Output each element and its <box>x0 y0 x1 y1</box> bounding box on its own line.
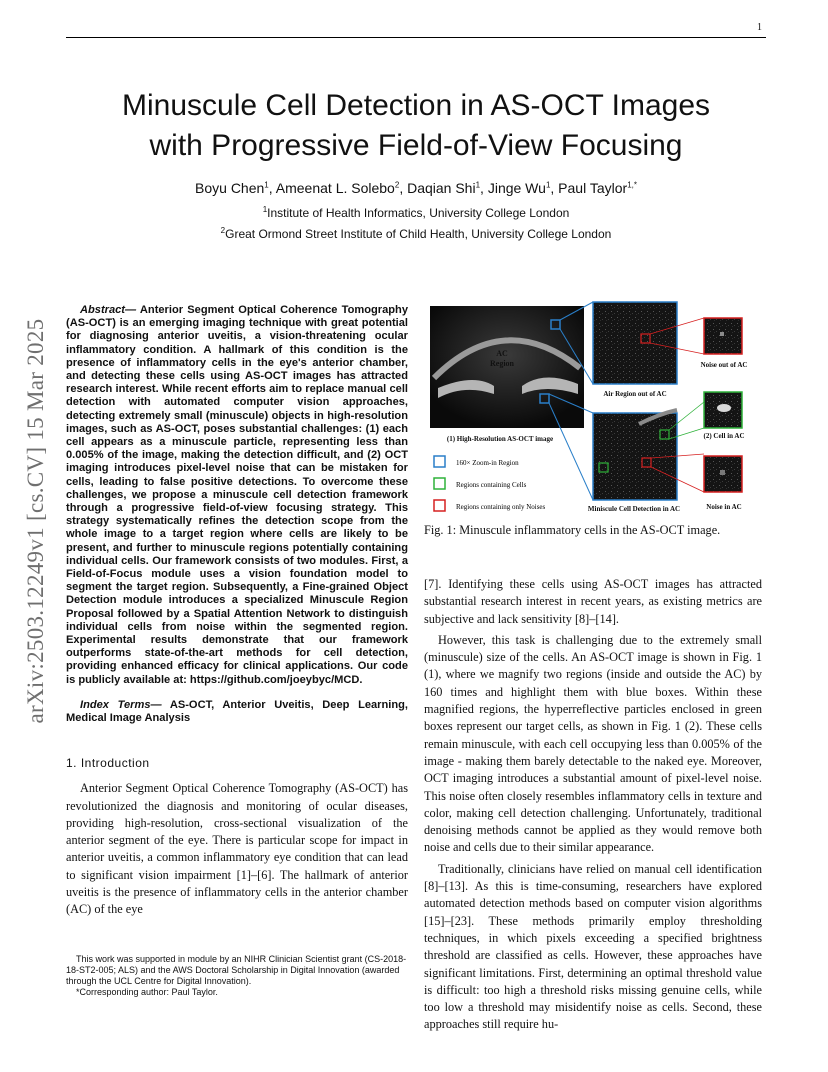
legend-text: Regions containing only Noises <box>456 503 546 511</box>
affiliation-text: Great Ormond Street Institute of Child Health, University College London <box>225 227 612 241</box>
abstract-label: Abstract— <box>80 304 137 316</box>
legend-swatch-red <box>434 500 445 511</box>
noise-speck <box>720 332 724 336</box>
cell-in-ac-label: (2) Cell in AC <box>703 432 745 440</box>
air-region-zoom <box>593 302 677 384</box>
affiliation-sup: 2 <box>220 226 226 235</box>
index-terms-text: AS-OCT, Anterior Uveitis, Deep Learning, Medical Image Analysis <box>66 698 408 725</box>
author: Daqian Shi <box>407 180 476 196</box>
footnotes <box>66 954 408 998</box>
author: Boyu Chen <box>195 180 265 196</box>
figure-caption <box>424 523 762 538</box>
caption-label: Fig. 1: <box>424 523 457 537</box>
affiliation-2 <box>66 226 766 241</box>
arxiv-identifier: arXiv:2503.12249v1 [cs.CV] 15 Mar 2025 <box>23 318 48 724</box>
index-terms <box>66 699 408 725</box>
ac-region-label-2: Region <box>490 359 514 368</box>
body-paragraph: Traditionally, clinicians have relied on manual cell identification [8]–[13]. As this is time-consuming, researchers have explored automated detection methods based on computer vision algorithms [15]–[23]. These methods primarily employ thresholding techniques, in which pixels exceeding a specified brightness threshold are classified as cells. However, these approaches have significant limitations. First, determining an optimal threshold value is difficult: too high a threshold risks missing genuine cells, while too low a threshold may misidentify noise as cells. Second, these approaches still require hu- <box>424 861 762 1032</box>
legend-swatch-blue <box>434 456 445 467</box>
detection-label: Miniscule Cell Detection in AC <box>587 505 681 513</box>
author: Jinge Wu <box>487 180 546 196</box>
index-terms-label: Index Terms— <box>80 698 162 711</box>
paper-title <box>66 86 766 166</box>
body-paragraph: However, this task is challenging due to the extremely small (minuscule) size of the cells. An AS-OCT image is shown in Fig. 1 (1), where we magnify two regions (inside and outside the AC) by 160 times and highlight them with blue boxes. Within these magnified regions, the hyperreflective particles enclosed in green boxes represent our target cells, as shown in Fig. 1 (2). These cells remain minuscule, with each cell occupying less than 0.005% of the image - making them barely detectable to the naked eye. Moreover, OCT imaging introduces a substantial amount of pixel-level noise. This noise often closely resembles inflammatory cells in texture and color, making cell detection challenging. Unfortunately, traditional denoising methods cannot be applied as they would remove both noise and cells due to their similar appearance. <box>424 632 762 855</box>
author-sup: 1,* <box>627 180 637 190</box>
cell-particle <box>717 404 731 412</box>
figure-1 <box>424 298 762 518</box>
panel1-label: (1) High-Resolution AS-OCT image <box>446 435 554 443</box>
funding-footnote: This work was supported in module by an NIHR Clinician Scientist grant (CS-2018-18-ST2-005; ALS) and the AWS Doctoral Scholarship in Digital Innovation (awarded through the UCL Centre for Digital Innovation). <box>66 954 407 986</box>
author-sup: 1 <box>264 180 269 190</box>
ac-region-zoom <box>593 413 677 500</box>
affiliation-1 <box>66 205 766 220</box>
right-column <box>424 576 762 1038</box>
author-sup: 2 <box>394 180 400 190</box>
title-line-2: with Progressive Field-of-View Focusing <box>149 129 683 162</box>
air-region-label: Air Region out of AC <box>603 390 667 398</box>
author-list: Boyu Chen$^1$, Ameenat L. Solebo$^2$, Daqian Shi$^1$, Jinge Wu$^1$, Paul Taylor$^{1,*}$ <box>195 180 637 196</box>
figure-1-image <box>424 298 762 518</box>
author: Paul Taylor <box>558 180 628 196</box>
abstract <box>66 304 408 687</box>
author: Ameenat L. Solebo <box>275 180 395 196</box>
legend-text: 160× Zoom-in Region <box>456 459 519 467</box>
title-line-1: Minuscule Cell Detection in AS-OCT Images <box>121 89 711 122</box>
ac-region-label-1: AC <box>496 349 508 358</box>
noise-out-label: Noise out of AC <box>700 361 748 369</box>
intro-paragraph: Anterior Segment Optical Coherence Tomography (AS-OCT) has revolutionized the diagnosis and monitoring of ocular diseases, providing high-resolution, cross-sectional visualization of the anterior segment of the eye. There is particular scope for impact in anterior uveitis, a common inflammatory eye condition that can lead to significant vision impairment [1]–[6]. The hallmark of anterior uveitis is the presence of inflammatory cells in the anterior chamber (AC) of the eye <box>66 781 408 917</box>
page-number: 1 <box>757 22 762 33</box>
author-sup: 1 <box>475 180 481 190</box>
legend-swatch-green <box>434 478 445 489</box>
noise-speck <box>720 470 725 475</box>
body-paragraph: [7]. Identifying these cells using AS-OCT images has attracted substantial research interest in recent years, as existing metrics are subjective and lack sensitivity [8]–[14]. <box>424 577 762 626</box>
header-rule <box>66 37 766 38</box>
section-heading: 1. Introduction <box>66 756 150 771</box>
affiliation-sup: 1 <box>262 205 268 214</box>
corresponding-author-footnote: *Corresponding author: Paul Taylor. <box>76 987 218 997</box>
noise-in-ac-label: Noise in AC <box>706 503 742 511</box>
caption-text: Minuscule inflammatory cells in the AS-OCT image. <box>459 523 721 537</box>
left-column <box>66 304 408 919</box>
author-sup: 1 <box>545 180 551 190</box>
legend-text: Regions containing Cells <box>456 481 527 489</box>
abstract-text: Anterior Segment Optical Coherence Tomography (AS-OCT) is an emerging imaging technique with great potential for diagnosing anterior uveitis, a vision-threatening ocular inflammatory condition. A hallmark of this condition is the presence of inflammatory cells in the eye's anterior chamber, and detecting these cells using AS-OCT images has attracted research interest. While recent efforts aim to replace manual cell detection with automated computer vision approaches, detecting extremely small (minuscule) objects in high-resolution images, such as AS-OCT, poses substantial challenges: (1) each cell appears as a minuscule particle, representing less than 0.005% of the image, making the detection difficult, and (2) OCT imaging introduces pixel-level noise that can be mistaken for cells, leading to false positive detections. To overcome these challenges, we propose a minuscule cell detection framework through a progressive field-of-view focusing strategy. This strategy systematically refines the detection scope from the whole image to a target region where cells are likely to be present, and further to minuscule regions potentially containing individual cells. Our framework consists of two modules. First, a Field-of-Focus module uses a vision foundation model to segment the target region. Subsequently, a Fine-grained Object Detection module introduces a specialized Minuscule Region Proposal followed by a Spatial Attention Network to distinguish individual cells from noise within the segmented region. Experimental results demonstrate that our framework outperforms state-of-the-art methods for cell detection, providing enhanced efficacy for clinical applications. Our code is publicly available at: https://github.com/joeybyc/MCD. <box>66 304 409 686</box>
arxiv-sidebar <box>10 282 62 760</box>
affiliation-text: Institute of Health Informatics, University College London <box>267 206 570 220</box>
